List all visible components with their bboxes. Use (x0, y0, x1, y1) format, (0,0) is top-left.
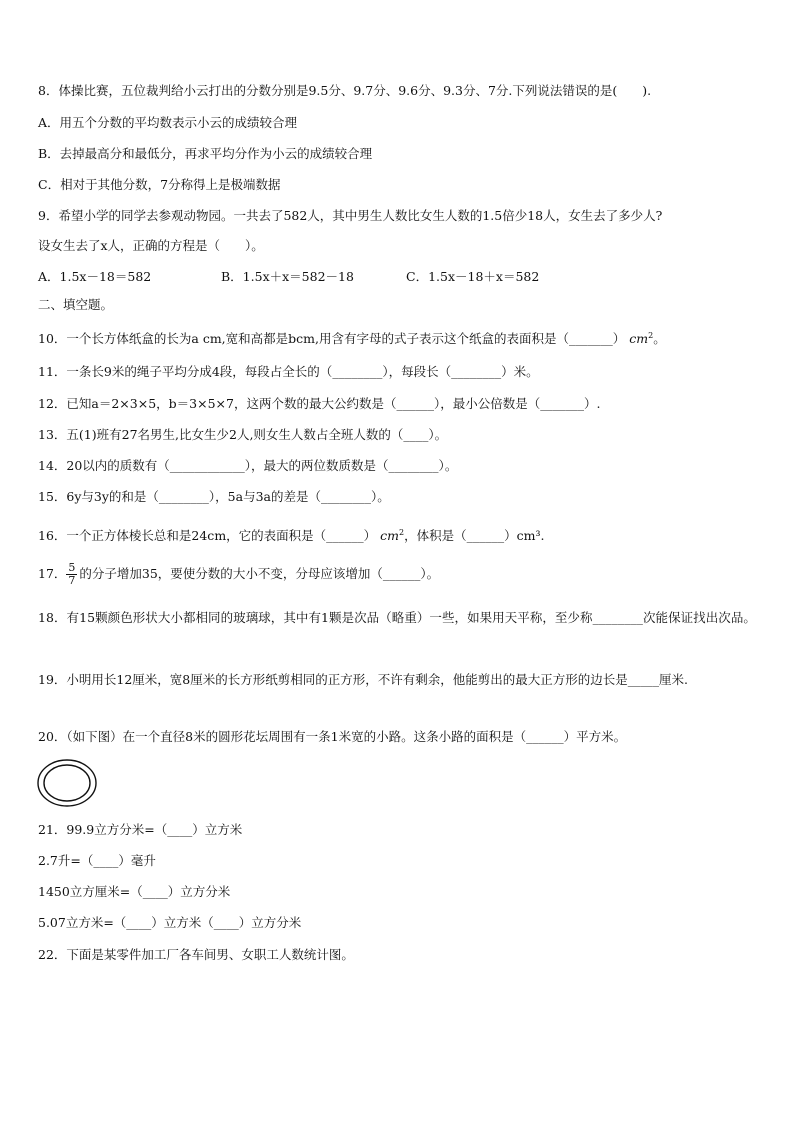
q9-option-a: A．1.5x－18＝582 (38, 269, 152, 284)
outer-circle (38, 760, 96, 806)
q21-line4: 5.07立方米=（____）立方米（____）立方分米 (38, 915, 302, 930)
q10-unit-exp: 2 (648, 331, 654, 340)
q17-prefix: 17． (38, 566, 67, 581)
section-title: 二、填空题。 (38, 297, 114, 312)
q9-option-c: C．1.5x－18＋x＝582 (406, 269, 540, 284)
q9-stem-line2: 设女生去了x人，正确的方程是（ ）。 (38, 238, 264, 253)
q21-line1: 21．99.9立方分米=（____）立方米 (38, 822, 243, 837)
q19: 19．小明用长12厘米，宽8厘米的长方形纸剪相同的正方形，不许有剩余，他能剪出的最大正方形的边长是_____厘米. (38, 672, 688, 687)
q18: 18．有15颗颜色形状大小都相同的玻璃球，其中有1颗是次品（略重）一些，如果用天平称，至少称________次能保证找出次品。 (38, 610, 756, 625)
q10 (38, 327, 758, 348)
q8-option-a: A．用五个分数的平均数表示小云的成绩较合理 (38, 115, 298, 130)
q16-unit: cm (380, 528, 400, 544)
q17-fraction (66, 562, 77, 587)
q22: 22．下面是某零件加工厂各车间男、女职工人数统计图。 (38, 947, 354, 962)
q17-text: 的分子增加35，要使分数的大小不变，分母应该增加（______）。 (79, 566, 440, 581)
q16 (38, 524, 758, 545)
q8-option-c: C．相对于其他分数，7分称得上是极端数据 (38, 177, 281, 192)
q10-tail: 。 (653, 331, 666, 347)
q16-part1: 16．一个正方体棱长总和是24cm，它的表面积是（______） (38, 528, 377, 544)
q21-line2: 2.7升=（____）毫升 (38, 853, 156, 868)
q9-stem-line1: 9．希望小学的同学去参观动物园。一共去了582人，其中男生人数比女生人数的1.5倍少18人，女生去了多少人? (38, 208, 663, 223)
q15: 15．6y与3y的和是（________），5a与3a的差是（________）。 (38, 489, 390, 504)
q17-denominator: 7 (68, 574, 76, 587)
q17-numerator: 5 (68, 561, 76, 574)
q8-option-b: B．去掉最高分和最低分，再求平均分作为小云的成绩较合理 (38, 146, 373, 161)
q14: 14．20以内的质数有（____________），最大的两位数质数是（________）。 (38, 458, 458, 473)
inner-circle (44, 765, 90, 801)
q13: 13．五(1)班有27名男生,比女生少2人,则女生人数占全班人数的（____）。 (38, 427, 448, 442)
q8-stem: 8．体操比赛，五位裁判给小云打出的分数分别是9.5分、9.7分、9.6分、9.3分、7分.下列说法错误的是( ). (38, 83, 652, 98)
q9-option-b: B．1.5x＋x＝582－18 (221, 269, 354, 284)
q12: 12．已知a＝2×3×5，b＝3×5×7，这两个数的最大公约数是（______），最小公倍数是（_______）. (38, 396, 601, 411)
q17 (38, 559, 758, 589)
circular-path-diagram (36, 758, 98, 808)
q11: 11．一条长9米的绳子平均分成4段，每段占全长的（________），每段长（________）米。 (38, 364, 539, 379)
q16-part2: ，体积是（______）cm³. (404, 528, 545, 544)
q10-text: 10．一个长方体纸盒的长为a cm,宽和高都是bcm,用含有字母的式子表示这个纸盒的表面积是（_______） (38, 331, 626, 347)
q20: 20．（如下图）在一个直径8米的圆形花坛周围有一条1米宽的小路。这条小路的面积是（______）平方米。 (38, 729, 627, 744)
q21-line3: 1450立方厘米=（____）立方分米 (38, 884, 231, 899)
q10-unit: cm (629, 331, 649, 347)
q9-options (38, 268, 758, 286)
q16-unit-exp: 2 (399, 528, 405, 537)
